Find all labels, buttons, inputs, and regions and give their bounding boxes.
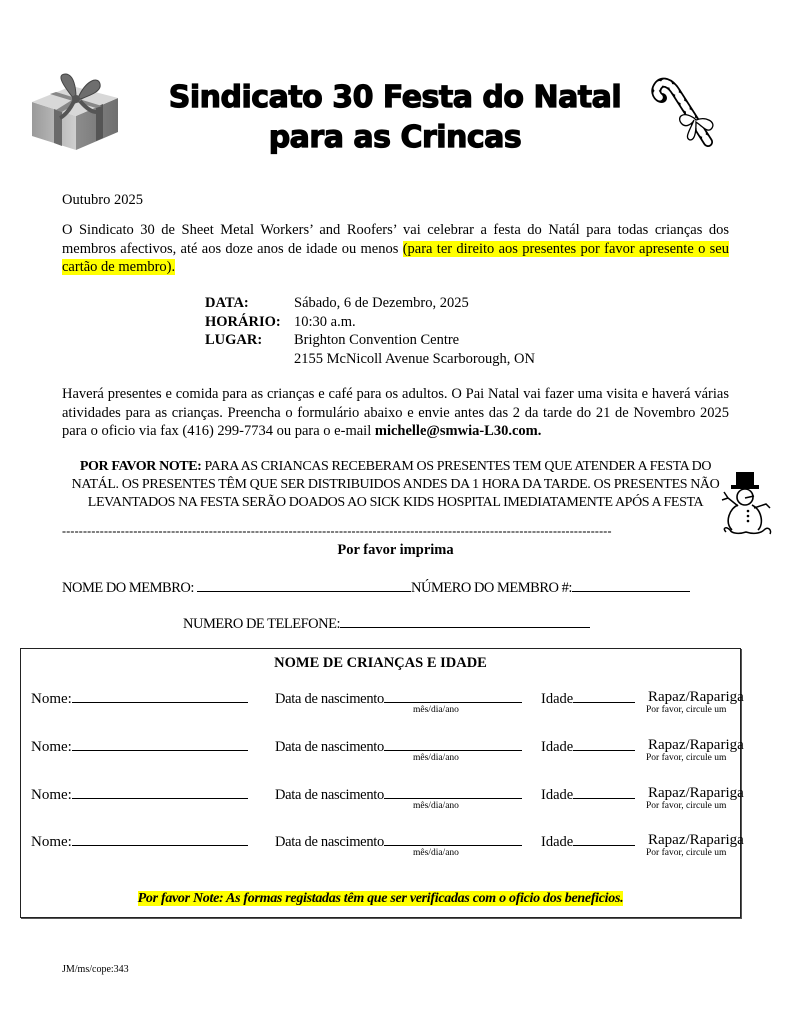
- time-label: HORÁRIO:: [205, 313, 281, 330]
- place-value: Brighton Convention Centre: [294, 332, 460, 348]
- children-box: [20, 648, 744, 918]
- dob-format-hint: mês/dia/ano: [413, 705, 459, 715]
- child-name-field[interactable]: [72, 785, 248, 799]
- phone-fields: [183, 614, 590, 633]
- intro-paragraph: [62, 221, 729, 277]
- sex-hint: Por favor, circule um: [646, 705, 727, 715]
- gift-box-icon: [26, 68, 122, 152]
- time-value: 10:30 a.m.: [294, 313, 356, 330]
- child-age-label: Idade: [541, 737, 635, 756]
- event-details: [205, 294, 535, 368]
- child-row: [31, 832, 744, 872]
- child-age-field[interactable]: [573, 832, 635, 846]
- intro-text: O Sindicato 30 de Sheet Metal Workers’ and Roofers’ vai celebrar a festa do Natál para todas crianças dos membros afectivos, até aos doze anos de idade ou menos: [62, 222, 729, 257]
- child-dob-field[interactable]: [384, 785, 522, 799]
- child-age-field[interactable]: [573, 785, 635, 799]
- child-sex-option[interactable]: Rapaz/Rapariga: [648, 737, 744, 753]
- child-name-field[interactable]: [72, 689, 248, 703]
- sex-hint: Por favor, circule um: [646, 848, 727, 858]
- child-dob-label: Data de nascimento: [275, 832, 522, 851]
- notice-block: [62, 458, 729, 512]
- child-name-label: Nome:: [31, 832, 248, 851]
- contact-email[interactable]: michelle@smwia-L30.com.: [374, 423, 542, 439]
- title-line-1: Sindicato 30 Festa do Natal: [168, 80, 622, 115]
- candy-cane-icon: [650, 72, 730, 148]
- child-sex-option[interactable]: Rapaz/Rapariga: [648, 832, 744, 848]
- member-name-field[interactable]: [197, 578, 411, 592]
- member-fields: [62, 578, 690, 597]
- sex-hint: Por favor, circule um: [646, 753, 727, 763]
- verification-note-text: Por favor Note: As formas registadas têm que ser verificadas com o oficio dos beneficios.: [137, 891, 624, 906]
- phone-label: NUMERO DE TELEFONE:: [183, 616, 340, 632]
- letter-date: Outubro 2025: [62, 192, 143, 208]
- child-age-field[interactable]: [573, 737, 635, 751]
- member-number-label: NÚMERO DO MEMBRO #:: [411, 580, 572, 596]
- sex-hint: Por favor, circule um: [646, 801, 727, 811]
- child-name-label: Nome:: [31, 785, 248, 804]
- child-row: [31, 737, 744, 777]
- title-line-2: para as Crincas: [268, 120, 522, 155]
- snowman-icon: [718, 470, 776, 540]
- child-name-label: Nome:: [31, 737, 248, 756]
- cut-line: -----------------------------------------------------------------------------------------------------------------------------------: [62, 524, 612, 538]
- page-title: [130, 78, 660, 158]
- child-dob-label: Data de nascimento: [275, 785, 522, 804]
- child-row: [31, 689, 744, 729]
- child-dob-field[interactable]: [384, 737, 522, 751]
- intro-highlight: (para ter direito aos presentes por favor apresente o seu cartão de membro).: [62, 240, 729, 275]
- date-value: Sábado, 6 de Dezembro, 2025: [294, 295, 469, 311]
- child-sex-option[interactable]: Rapaz/Rapariga: [648, 785, 744, 801]
- child-dob-label: Data de nascimento: [275, 689, 522, 708]
- address-value: 2155 McNicoll Avenue Scarborough, ON: [294, 350, 535, 367]
- dob-format-hint: mês/dia/ano: [413, 753, 459, 763]
- child-age-label: Idade: [541, 689, 635, 708]
- print-instruction: Por favor imprima: [337, 542, 454, 558]
- dob-format-hint: mês/dia/ano: [413, 848, 459, 858]
- child-age-label: Idade: [541, 785, 635, 804]
- info-paragraph: [62, 385, 729, 441]
- children-title: NOME DE CRIANÇAS E IDADE: [274, 655, 487, 671]
- dob-format-hint: mês/dia/ano: [413, 801, 459, 811]
- child-age-field[interactable]: [573, 689, 635, 703]
- info-text: Haverá presentes e comida para as crianças e café para os adultos. O Pai Natal vai fazer uma visita e haverá várias atividades para as crianças. Preencha o formulário abaixo e envie antes das 2 da tarde do 21 de Novembro 2025 para o oficio via fax (416) 299-7734 ou para o e-mail: [62, 386, 729, 439]
- child-name-field[interactable]: [72, 737, 248, 751]
- child-name-field[interactable]: [72, 832, 248, 846]
- child-row: [31, 785, 744, 825]
- verification-note: [21, 890, 740, 907]
- place-label: LUGAR:: [205, 332, 263, 348]
- notice-text: PARA AS CRIANCAS RECEBERAM OS PRESENTES TEM QUE ATENDER A FESTA DO NATÁL. OS PRESENTES TÊM QUE SER DISTRIBUIDOS ANDES DA 1 HORA DA TARDE. OS PRESENTES NÃO LEVANTADOS NA FESTA SERÃO DOADOS AO SICK KIDS HOSPITAL IMEDIATAMENTE APÓS A FESTA: [71, 459, 720, 510]
- member-name-label: NOME DO MEMBRO:: [62, 580, 194, 596]
- child-sex-option[interactable]: Rapaz/Rapariga: [648, 689, 744, 705]
- child-name-label: Nome:: [31, 689, 248, 708]
- child-dob-field[interactable]: [384, 689, 522, 703]
- member-number-field[interactable]: [572, 578, 690, 592]
- child-dob-label: Data de nascimento: [275, 737, 522, 756]
- child-dob-field[interactable]: [384, 832, 522, 846]
- child-age-label: Idade: [541, 832, 635, 851]
- notice-label: POR FAVOR NOTE:: [79, 459, 202, 474]
- reference-code: JM/ms/cope:343: [62, 964, 129, 975]
- date-label: DATA:: [205, 295, 249, 311]
- phone-field[interactable]: [340, 614, 590, 628]
